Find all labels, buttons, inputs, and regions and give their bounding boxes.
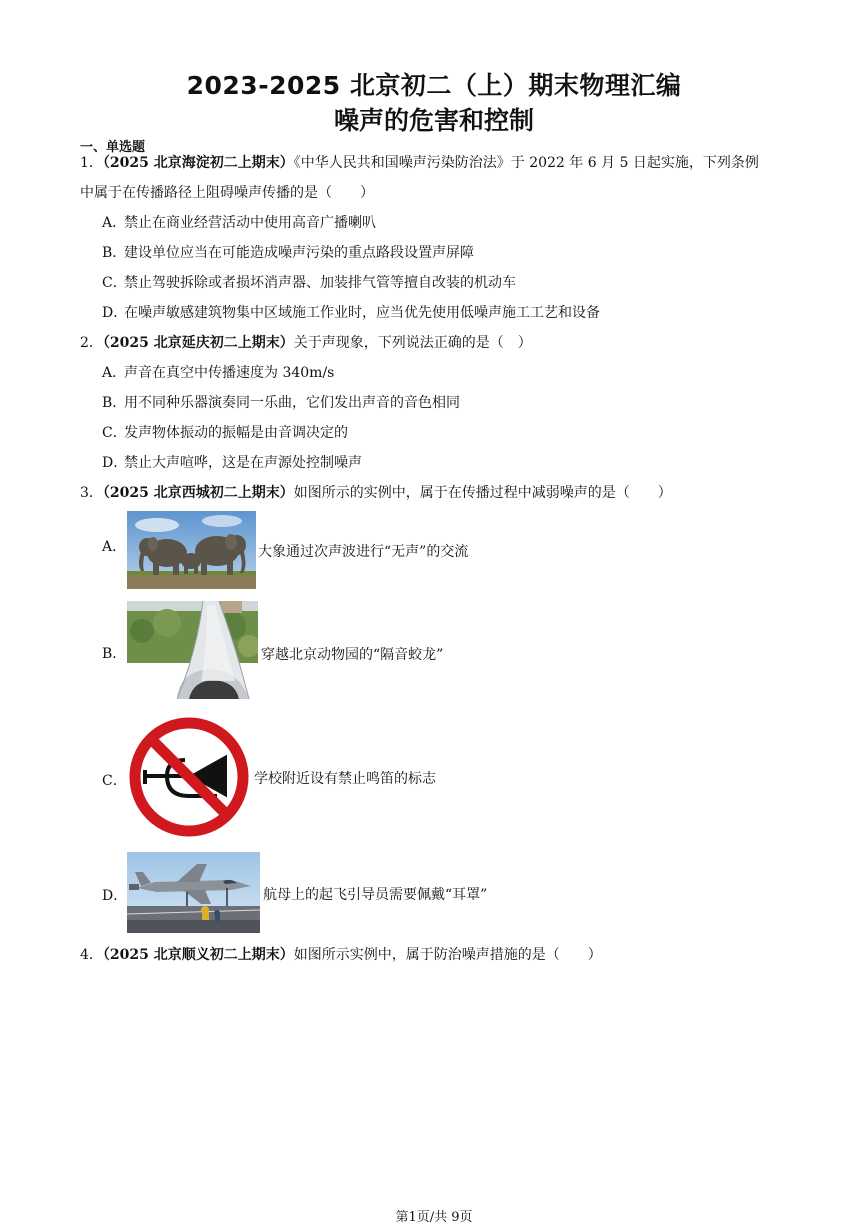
option-label: B． — [102, 395, 127, 411]
option-label: A． — [102, 539, 127, 555]
q1-option-b — [102, 238, 474, 268]
q3-option-c-text — [254, 768, 436, 788]
option-label: B． — [102, 245, 127, 261]
option-text: 在噪声敏感建筑物集中区域施工作业时，应当优先使用低噪声施工工艺和设备 — [124, 305, 600, 321]
noise-barrier-tunnel-photo — [127, 601, 258, 699]
option-label: A． — [102, 215, 127, 231]
option-label: C． — [102, 425, 127, 441]
option-label: C． — [102, 773, 127, 789]
q3-option-b-text — [261, 644, 443, 664]
question-2 — [80, 328, 532, 358]
option-label: D． — [102, 305, 128, 321]
question-4 — [80, 940, 602, 970]
section-heading: 一、单选题 — [80, 140, 146, 155]
option-text: 禁止大声喧哗，这是在声源处控制噪声 — [124, 455, 362, 471]
q1-option-d — [102, 298, 600, 328]
question-number: 2． — [80, 335, 103, 351]
option-label: C． — [102, 275, 127, 291]
option-text: 穿越北京动物园的“隔音蛟龙” — [261, 647, 444, 663]
no-horn-sign-icon — [127, 716, 252, 839]
question-text: 《中华人民共和国噪声污染防治法》于 2022 年 6 月 5 日起实施，下列条例 — [293, 155, 759, 171]
option-label: D． — [102, 888, 128, 904]
option-label: A． — [102, 365, 127, 381]
doc-subtitle: 噪声的危害和控制 — [333, 106, 534, 135]
question-number: 1． — [80, 155, 103, 171]
option-text: 发声物体振动的振幅是由音调决定的 — [124, 425, 348, 441]
question-source: （2025 北京海淀初二上期末） — [102, 155, 294, 171]
q2-option-d — [102, 448, 362, 478]
option-text: 航母上的起飞引导员需要佩戴“耳罩” — [263, 887, 488, 903]
option-text: 禁止驾驶拆除或者损坏消声器、加装排气管等擅自改装的机动车 — [124, 275, 516, 291]
question-text: 如图所示的实例中，属于在传播过程中减弱噪声的是（ ） — [293, 485, 672, 501]
option-label: B． — [102, 646, 127, 662]
question-text: 如图所示实例中，属于防治噪声措施的是（ ） — [293, 947, 602, 963]
option-label: D． — [102, 455, 128, 471]
q2-option-c — [102, 418, 348, 448]
page-footer: 第1页/共 9页 — [395, 1210, 473, 1225]
elephants-photo — [127, 511, 256, 589]
question-1-line2: 中属于在传播路径上阻碍噪声传播的是（ ） — [80, 185, 374, 201]
question-3 — [80, 478, 672, 508]
option-text: 用不同种乐器演奏同一乐曲，它们发出声音的音色相同 — [124, 395, 460, 411]
doc-title: 2023-2025 北京初二（上）期末物理汇编 — [186, 71, 682, 100]
question-source: （2025 北京延庆初二上期末） — [102, 335, 294, 351]
q3-option-d-text — [263, 884, 487, 904]
q3-option-a-text — [258, 541, 468, 561]
question-source: （2025 北京西城初二上期末） — [102, 485, 294, 501]
question-number: 4． — [80, 947, 103, 963]
option-text: 禁止在商业经营活动中使用高音广播喇叭 — [124, 215, 376, 231]
option-text: 声音在真空中传播速度为 340m/s — [124, 365, 335, 381]
q2-option-b — [102, 388, 460, 418]
option-text: 建设单位应当在可能造成噪声污染的重点路段设置声屏障 — [124, 245, 474, 261]
q2-option-a — [102, 358, 334, 388]
q1-option-a — [102, 208, 376, 238]
fighter-jet-carrier-photo — [127, 852, 260, 933]
question-number: 3． — [80, 485, 103, 501]
option-text: 学校附近设有禁止鸣笛的标志 — [254, 771, 436, 787]
question-text: 关于声现象，下列说法正确的是（ ） — [293, 335, 532, 351]
option-text: 大象通过次声波进行“无声”的交流 — [258, 544, 469, 560]
q1-option-c — [102, 268, 516, 298]
question-1-line1 — [80, 148, 759, 178]
question-source: （2025 北京顺义初二上期末） — [102, 947, 294, 963]
